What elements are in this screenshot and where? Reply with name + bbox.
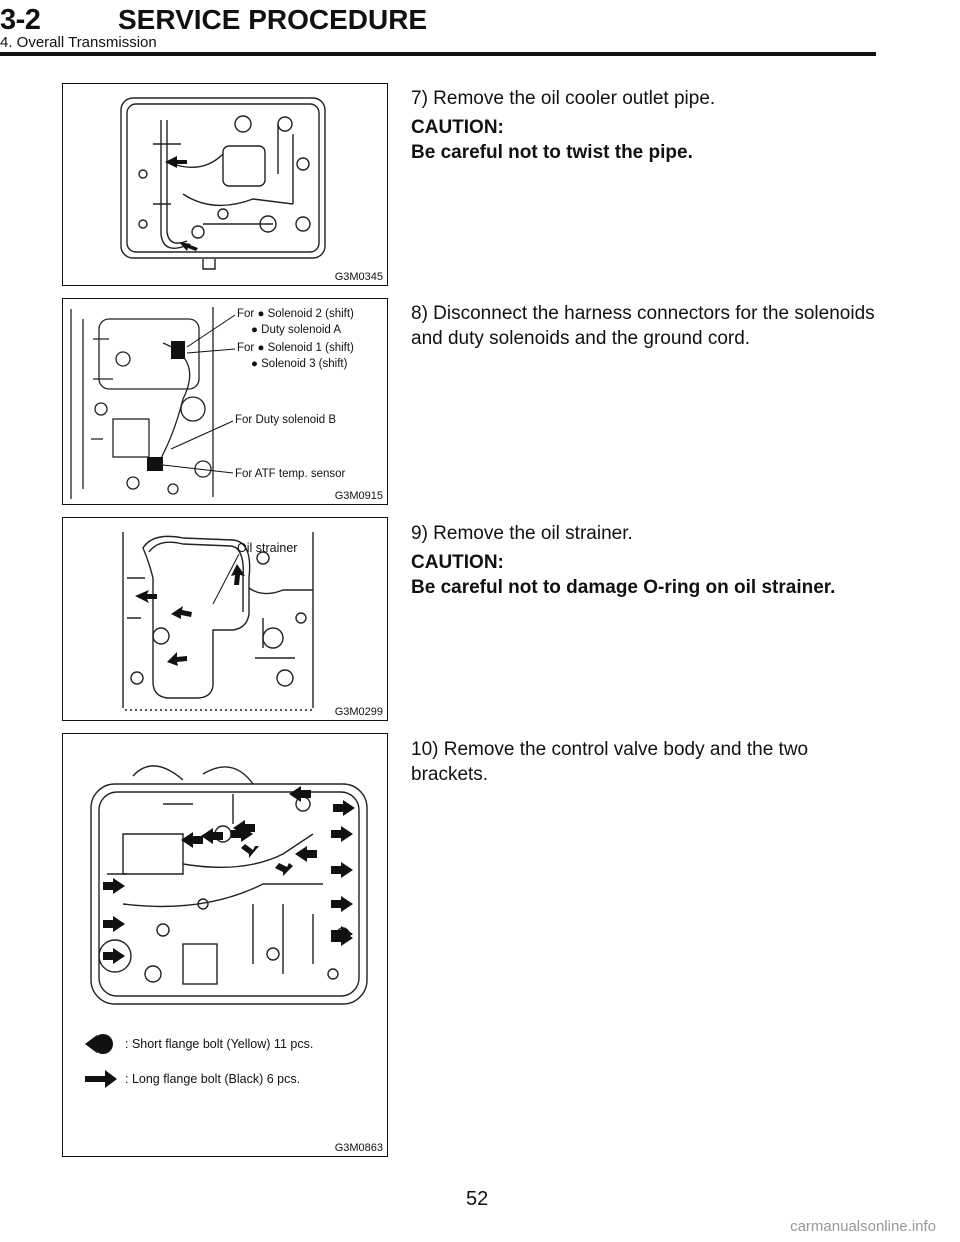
page-title: SERVICE PROCEDURE — [118, 4, 428, 35]
caution-text: Be careful not to twist the pipe. — [411, 142, 693, 163]
harness-drawing — [63, 299, 388, 505]
step-text: 8) Disconnect the harness connectors for the solenoids and duty solenoids and the ground cord. — [411, 303, 875, 349]
header-rule — [0, 52, 876, 56]
step-7 — [411, 86, 881, 165]
figure-id: G3M0915 — [334, 490, 383, 502]
step-10 — [411, 737, 881, 791]
control-valve-drawing — [63, 734, 388, 1157]
step-text: 7) Remove the oil cooler outlet pipe. — [411, 88, 716, 109]
figure-id: G3M0299 — [334, 706, 383, 718]
label-solenoid-3: ● Solenoid 3 (shift) — [251, 358, 348, 370]
label-atf-temp-sensor: For ATF temp. sensor — [235, 468, 346, 480]
watermark: carmanualsonline.info — [790, 1218, 936, 1235]
legend-short-flange-bolt: : Short flange bolt (Yellow) 11 pcs. — [125, 1037, 314, 1051]
label-solenoid-2: For ● Solenoid 2 (shift) — [237, 308, 354, 320]
section-number: 3-2 — [0, 4, 41, 36]
caution-text: Be careful not to damage O-ring on oil strainer. — [411, 577, 836, 598]
figure-oil-strainer — [62, 517, 388, 721]
figure-id: G3M0345 — [334, 271, 383, 283]
figure-control-valve-body — [62, 733, 388, 1157]
step-8 — [411, 301, 881, 355]
label-oil-strainer: Oil strainer — [237, 541, 298, 555]
figure-oil-cooler-pipe — [62, 83, 388, 286]
valve-body-drawing — [63, 84, 388, 286]
section-subtitle: 4. Overall Transmission — [0, 34, 157, 51]
caution-title: CAUTION: — [411, 552, 504, 573]
step-text: 9) Remove the oil strainer. — [411, 523, 633, 544]
label-duty-solenoid-a: ● Duty solenoid A — [251, 324, 342, 336]
page-number: 52 — [466, 1188, 489, 1210]
label-duty-solenoid-b: For Duty solenoid B — [235, 414, 336, 426]
step-text: 10) Remove the control valve body and the two brackets. — [411, 739, 809, 785]
label-solenoid-1: For ● Solenoid 1 (shift) — [237, 342, 354, 354]
figure-id: G3M0863 — [334, 1142, 383, 1154]
caution-title: CAUTION: — [411, 117, 504, 138]
figure-harness-connectors — [62, 298, 388, 505]
legend-long-flange-bolt: : Long flange bolt (Black) 6 pcs. — [125, 1072, 301, 1086]
step-9 — [411, 521, 881, 600]
oil-strainer-drawing — [63, 518, 388, 721]
